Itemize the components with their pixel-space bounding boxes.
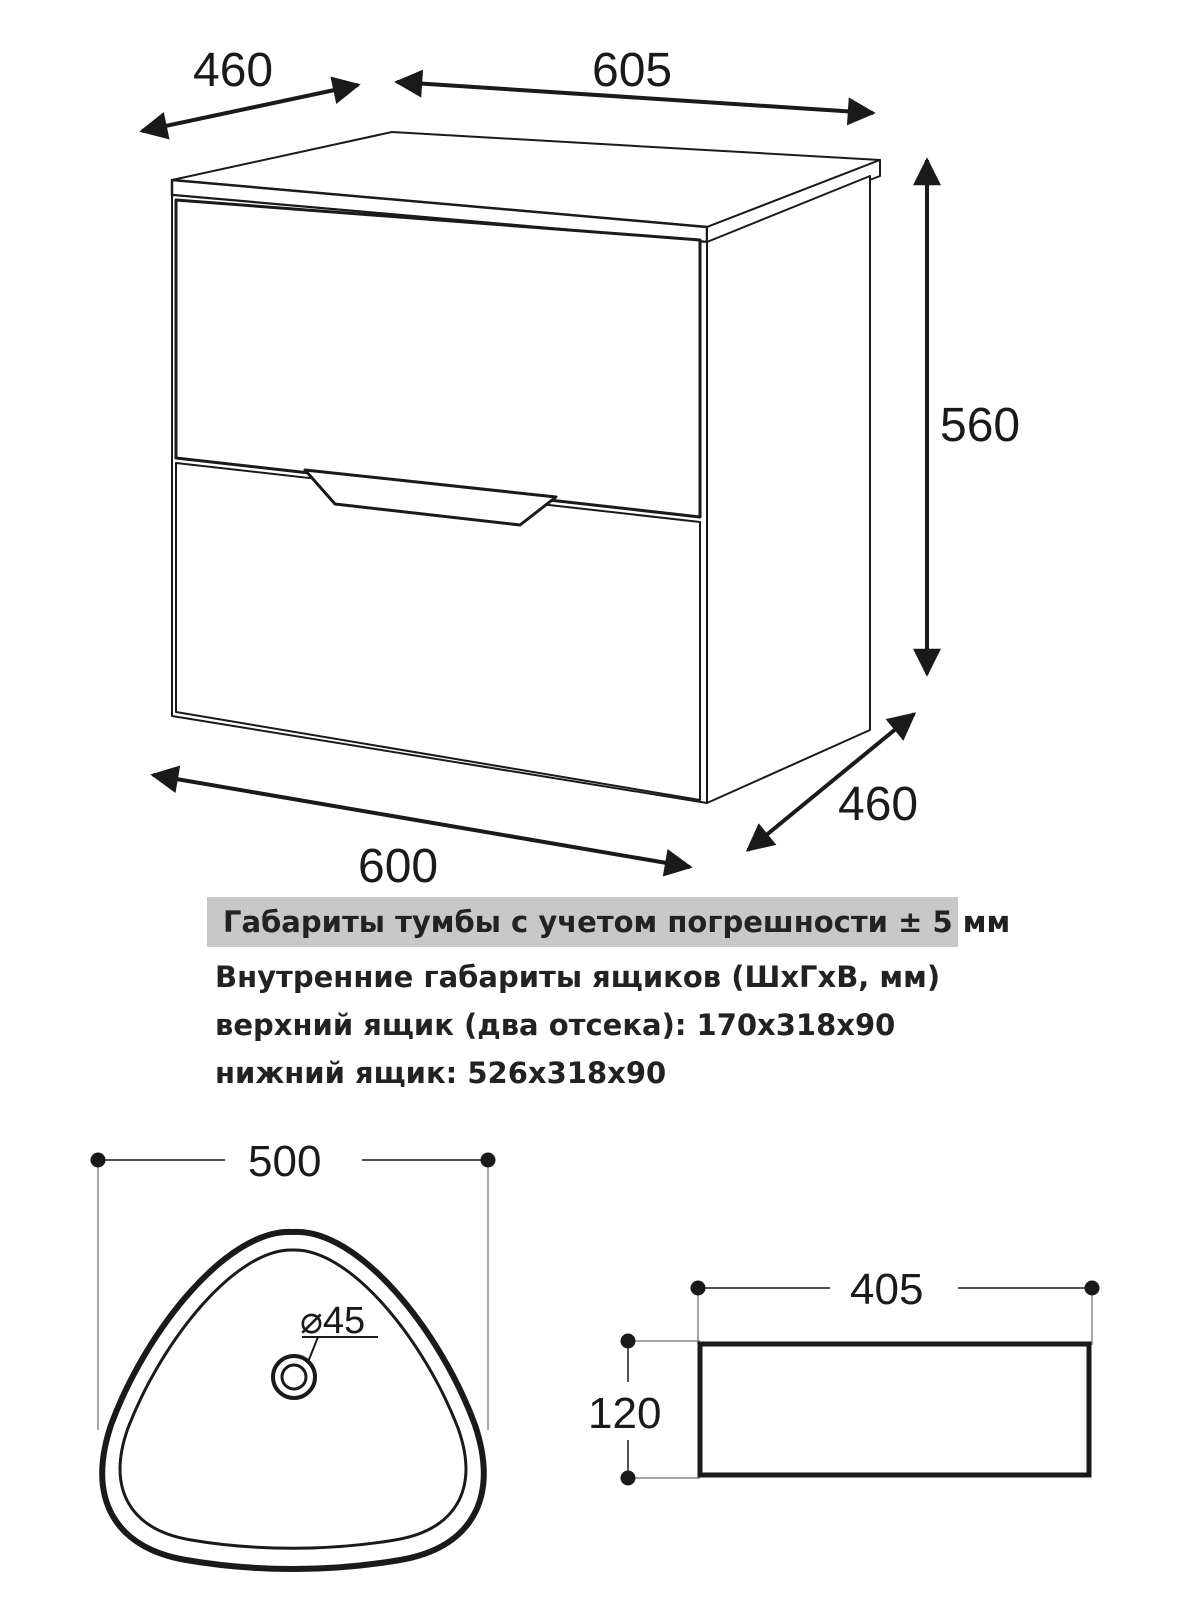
dim-depth-top-label: 460 (193, 44, 274, 97)
dim-width-top-label: 605 (592, 44, 673, 97)
internal-dimensions-title: Внутренние габариты ящиков (ШхГхВ, мм) (215, 960, 941, 994)
sink-width-label: 500 (248, 1137, 322, 1186)
side-height-dot-top (621, 1334, 635, 1348)
cabinet-drawing (172, 132, 880, 803)
tolerance-note: Габариты тумбы с учетом погрешности ± 5 мм (207, 897, 958, 947)
sink-outline-outer (102, 1232, 483, 1569)
side-depth-dot-right (1085, 1281, 1099, 1295)
sink-top-view (91, 1153, 495, 1569)
side-depth-label: 405 (850, 1265, 924, 1314)
dim-height-label: 560 (940, 399, 1021, 452)
upper-drawer-dimensions: верхний ящик (два отсека): 170х318х90 (215, 1008, 896, 1042)
side-height-dot-bottom (621, 1471, 635, 1485)
dim-depth-bottom-label: 460 (838, 778, 919, 831)
sink-width-dot-left (91, 1153, 105, 1167)
lower-drawer-dimensions: нижний ящик: 526х318х90 (215, 1056, 667, 1090)
cabinet-side-panel (707, 176, 870, 803)
sink-side-profile (700, 1344, 1089, 1475)
dim-width-bottom-label: 600 (358, 840, 439, 893)
side-height-label: 120 (588, 1389, 662, 1438)
drain-inner (282, 1365, 306, 1389)
drain-outer (273, 1356, 315, 1398)
sink-width-dot-right (481, 1153, 495, 1167)
drain-diameter-label: ⌀45 (300, 1300, 366, 1342)
side-depth-dot-left (691, 1281, 705, 1295)
